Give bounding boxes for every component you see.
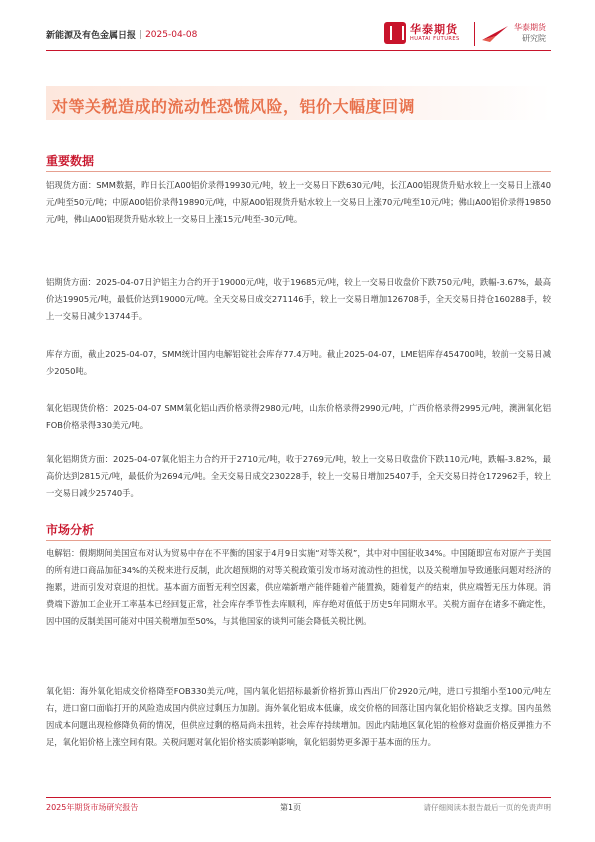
footer-report-name: 2025年期货市场研究报告	[46, 803, 139, 812]
market-analysis-section-header	[46, 521, 551, 541]
paragraph-electrolytic-aluminum: 电解铝：假期期间美国宣布对认为贸易中存在不平衡的国家于4月9日实施“对等关税”，其中对中国征收34%。中国随即宣布对原产于美国的所有进口商品加征34%的关税来进行反制，此次超预期的对等关税政策引发市场对流动性的担忧，以及关税增加导致通胀问题对经济的拖累，进而引发对衰退的担忧。基本面方面暂无利空因素，供应端新增产能伴随着产能置换，随着复产的结束，供应端暂无压力体现。消费端下游加工企业开工率基本已经回复正常，社会库存季节性去库顺利，库存绝对值低于历史5年同期水平。关税方面存在诸多不确定性，因中国的反制美国可能对中国关税增加至50%，与其他国家的谈判可能会降低关税比例。	[46, 548, 551, 626]
section-rule	[46, 171, 551, 172]
report-category: 新能源及有色金属日报	[46, 31, 137, 41]
disclaimer-note: 请仔细阅读本报告最后一页的免责声明	[423, 803, 551, 812]
logo-divider	[474, 22, 475, 46]
header-rule	[46, 50, 551, 51]
logo-en-text: HUATAI FUTURES	[410, 36, 460, 42]
report-meta	[46, 28, 197, 41]
paragraph-inventory: 库存方面，截止2025-04-07，SMM统计国内电解铝锭社会库存77.4万吨。截止2025-04-07，LME铝库存454700吨，较前一交易日减少2050吨。	[46, 349, 551, 376]
report-date: 2025-04-08	[145, 29, 198, 40]
title-banner	[46, 82, 551, 126]
footer-rule	[46, 797, 551, 798]
meta-separator: |	[139, 29, 143, 40]
section-rule	[46, 540, 551, 541]
section-heading-market-analysis: 市场分析	[46, 523, 95, 537]
research-logo-line1: 华泰期货	[514, 22, 546, 32]
section-heading-key-data: 重要数据	[46, 154, 95, 168]
huatai-futures-logo	[384, 22, 460, 44]
page-number: 第1页	[280, 803, 302, 812]
huatai-logo-icon	[384, 22, 406, 44]
paragraph-alumina-spot: 氧化铝现货价格：2025-04-07 SMM氧化铝山西价格录得2980元/吨，山东价格录得2990元/吨，广西价格录得2995元/吨，澳洲氧化铝FOB价格录得330美元/吨。	[46, 403, 551, 430]
research-logo-icon	[480, 22, 510, 44]
logo-cn-text: 华泰期货	[410, 23, 458, 36]
research-logo-line2: 研究院	[522, 33, 546, 43]
page-header	[0, 0, 595, 56]
key-data-section-header	[46, 152, 551, 172]
paragraph-alumina-analysis: 氧化铝：海外氧化铝成交价格降至FOB330美元/吨，国内氧化铝招标最新价格折算山西出厂价2920元/吨，进口亏损缩小至100元/吨左右，进口窗口面临打开的风险造成国内供应过剩压力加剧。海外氧化铝成本低廉，成交价格的回落让国内氧化铝价格缺乏支撑。国内虽然因成本问题出现检修降负荷的情况，但供应过剩的格局尚未扭转，社会库存持续增加。因此内陆地区氧化铝的检修对盘面价格反弹推力不足，氧化铝价格上涨空间有限。关税问题对氧化铝价格实质影响影响，氧化铝弱势更多源于基本面的压力。	[46, 686, 551, 747]
page-title: 对等关税造成的流动性恐慌风险，铝价大幅度回调	[52, 97, 416, 116]
research-institute-logo	[480, 22, 546, 44]
paragraph-aluminum-spot: 铝现货方面：SMM数据，昨日长江A00铝价录得19930元/吨，较上一交易日下跌630元/吨，长江A00铝现货升贴水较上一交易日上涨40元/吨至50元/吨；中原A00铝价录得19890元/吨，中原A00铝现货升贴水较上一交易日上涨70元/吨至10元/吨；佛山A00铝价录得19850元/吨，佛山A00铝现货升贴水较上一交易日上涨15元/吨至-30元/吨。	[46, 180, 551, 224]
paragraph-aluminum-futures: 铝期货方面：2025-04-07日沪铝主力合约开于19000元/吨，收于19685元/吨，较上一交易日收盘价下跌750元/吨，跌幅-3.67%，最高价达19905元/吨，最低价达到19000元/吨。全天交易日成交271146手，较上一交易日增加126708手，全天交易日持仓160288手，较上一交易日减少13744手。	[46, 277, 551, 321]
paragraph-alumina-futures: 氧化铝期货方面：2025-04-07氧化铝主力合约开于2710元/吨，收于2769元/吨，较上一交易日收盘价下跌110元/吨，跌幅-3.82%，最高价达到2815元/吨，最低价为2694元/吨。全天交易日成交230228手，较上一交易日增加25407手，全天交易日持仓172962手，较上一交易日减少25740手。	[46, 454, 551, 498]
